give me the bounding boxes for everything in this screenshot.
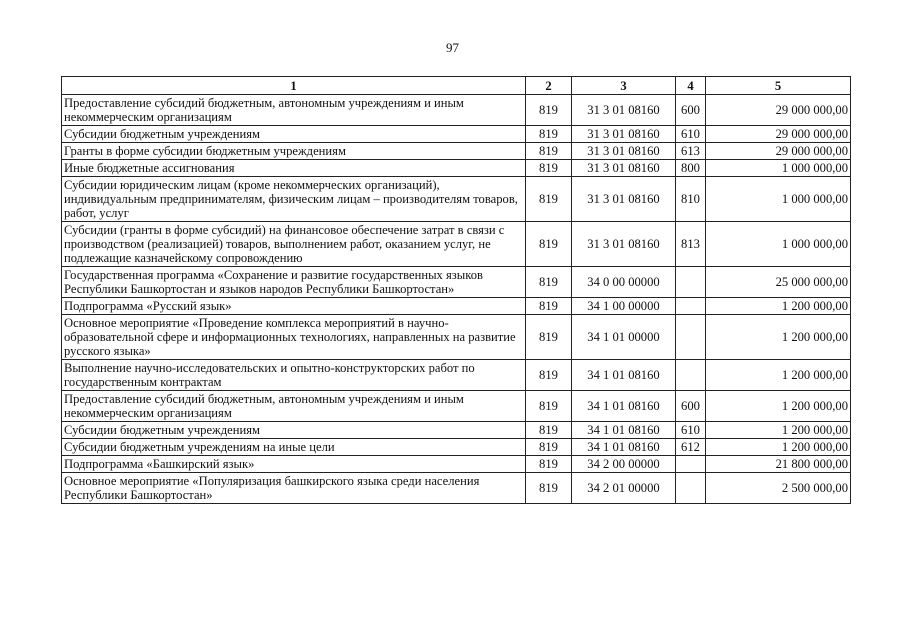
row-name: Субсидии бюджетным учреждениям на иные цели	[62, 439, 526, 456]
row-sum: 29 000 000,00	[706, 95, 851, 126]
row-target-article: 34 1 00 00000	[572, 298, 676, 315]
row-target-article: 34 0 00 00000	[572, 267, 676, 298]
row-target-article: 31 3 01 08160	[572, 143, 676, 160]
header-col-2: 2	[526, 77, 572, 95]
row-name: Основное мероприятие «Популяризация башкирского языка среди населения Республики Башкортостан»	[62, 473, 526, 504]
row-sum: 29 000 000,00	[706, 126, 851, 143]
header-row	[62, 77, 851, 95]
row-target-article: 34 1 01 08160	[572, 422, 676, 439]
row-name: Государственная программа «Сохранение и развитие государственных языков Республики Башкортостан и языков народов Республики Башкортостан»	[62, 267, 526, 298]
row-name: Субсидии (гранты в форме субсидий) на финансовое обеспечение затрат в связи с производством (реализацией) товаров, выполнением работ, оказанием услуг, не подлежащие казначейскому сопровождению	[62, 222, 526, 267]
table-row	[62, 360, 851, 391]
table-row	[62, 267, 851, 298]
row-target-article: 31 3 01 08160	[572, 222, 676, 267]
row-code: 819	[526, 473, 572, 504]
row-code: 819	[526, 315, 572, 360]
row-code: 819	[526, 143, 572, 160]
row-name: Основное мероприятие «Проведение комплекса мероприятий в научно-образовательной сфере и информационных технологиях, направленных на развитие русского языка»	[62, 315, 526, 360]
row-code: 819	[526, 177, 572, 222]
row-sum: 1 200 000,00	[706, 315, 851, 360]
row-expense-type	[676, 360, 706, 391]
row-sum: 1 000 000,00	[706, 222, 851, 267]
table-row	[62, 315, 851, 360]
row-target-article: 34 1 01 08160	[572, 391, 676, 422]
table-row	[62, 298, 851, 315]
row-expense-type: 612	[676, 439, 706, 456]
row-sum: 1 200 000,00	[706, 439, 851, 456]
row-expense-type: 610	[676, 126, 706, 143]
row-sum: 1 200 000,00	[706, 298, 851, 315]
header-col-5: 5	[706, 77, 851, 95]
row-name: Субсидии бюджетным учреждениям	[62, 422, 526, 439]
row-name: Субсидии бюджетным учреждениям	[62, 126, 526, 143]
row-target-article: 34 1 01 08160	[572, 360, 676, 391]
table-row	[62, 95, 851, 126]
row-code: 819	[526, 222, 572, 267]
row-sum: 29 000 000,00	[706, 143, 851, 160]
row-expense-type	[676, 267, 706, 298]
row-code: 819	[526, 298, 572, 315]
row-name: Подпрограмма «Башкирский язык»	[62, 456, 526, 473]
row-code: 819	[526, 126, 572, 143]
row-expense-type: 800	[676, 160, 706, 177]
row-sum: 2 500 000,00	[706, 473, 851, 504]
table-row	[62, 143, 851, 160]
row-sum: 25 000 000,00	[706, 267, 851, 298]
row-expense-type	[676, 473, 706, 504]
row-target-article: 31 3 01 08160	[572, 126, 676, 143]
row-code: 819	[526, 360, 572, 391]
row-code: 819	[526, 422, 572, 439]
row-code: 819	[526, 456, 572, 473]
row-code: 819	[526, 267, 572, 298]
row-target-article: 31 3 01 08160	[572, 95, 676, 126]
budget-table	[61, 76, 851, 504]
table-row	[62, 422, 851, 439]
row-target-article: 34 2 00 00000	[572, 456, 676, 473]
row-sum: 1 200 000,00	[706, 360, 851, 391]
row-sum: 1 000 000,00	[706, 177, 851, 222]
row-sum: 1 200 000,00	[706, 422, 851, 439]
header-col-3: 3	[572, 77, 676, 95]
row-expense-type: 813	[676, 222, 706, 267]
row-expense-type: 810	[676, 177, 706, 222]
row-expense-type	[676, 298, 706, 315]
row-expense-type: 600	[676, 95, 706, 126]
row-expense-type: 600	[676, 391, 706, 422]
row-sum: 1 000 000,00	[706, 160, 851, 177]
table-row	[62, 391, 851, 422]
row-expense-type	[676, 315, 706, 360]
row-name: Подпрограмма «Русский язык»	[62, 298, 526, 315]
row-name: Гранты в форме субсидии бюджетным учреждениям	[62, 143, 526, 160]
row-target-article: 34 1 01 08160	[572, 439, 676, 456]
row-expense-type: 610	[676, 422, 706, 439]
row-name: Иные бюджетные ассигнования	[62, 160, 526, 177]
row-code: 819	[526, 439, 572, 456]
row-code: 819	[526, 391, 572, 422]
page-number: 97	[446, 40, 459, 55]
row-target-article: 31 3 01 08160	[572, 160, 676, 177]
row-target-article: 34 1 01 00000	[572, 315, 676, 360]
row-name: Предоставление субсидий бюджетным, автономным учреждениям и иным некоммерческим организациям	[62, 391, 526, 422]
row-code: 819	[526, 95, 572, 126]
row-expense-type	[676, 456, 706, 473]
table-row	[62, 222, 851, 267]
row-sum: 1 200 000,00	[706, 391, 851, 422]
row-expense-type: 613	[676, 143, 706, 160]
row-name: Субсидии юридическим лицам (кроме некоммерческих организаций), индивидуальным предпринимателям, физическим лицам – производителям товаров, работ, услуг	[62, 177, 526, 222]
table-row	[62, 473, 851, 504]
row-code: 819	[526, 160, 572, 177]
table-row	[62, 160, 851, 177]
row-name: Предоставление субсидий бюджетным, автономным учреждениям и иным некоммерческим организациям	[62, 95, 526, 126]
row-name: Выполнение научно-исследовательских и опытно-конструкторских работ по государственным контрактам	[62, 360, 526, 391]
header-col-1: 1	[62, 77, 526, 95]
table-row	[62, 439, 851, 456]
table-row	[62, 177, 851, 222]
header-col-4: 4	[676, 77, 706, 95]
table-row	[62, 126, 851, 143]
row-target-article: 31 3 01 08160	[572, 177, 676, 222]
table-row	[62, 456, 851, 473]
row-target-article: 34 2 01 00000	[572, 473, 676, 504]
row-sum: 21 800 000,00	[706, 456, 851, 473]
